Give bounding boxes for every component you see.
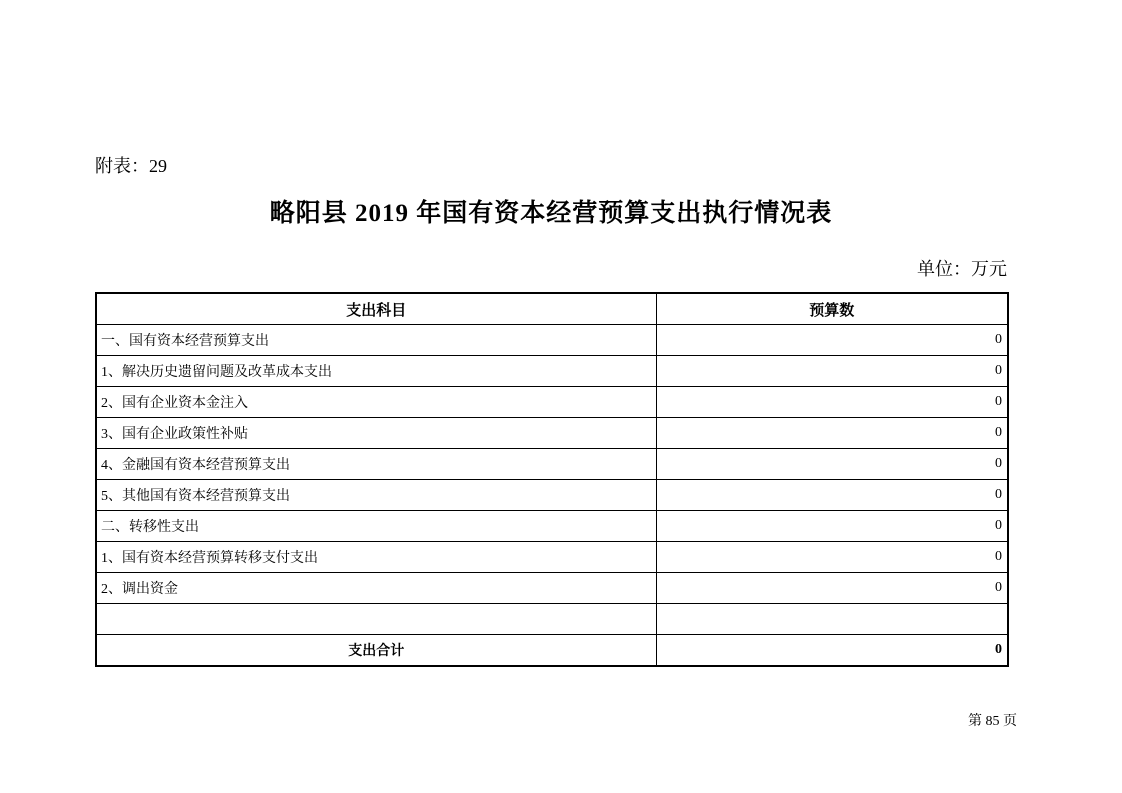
table-row: [96, 511, 1008, 542]
subject-cell: 1、解决历史遗留问题及改革成本支出: [96, 356, 656, 387]
subject-cell: 支出合计: [96, 635, 656, 667]
value-cell: 0: [656, 573, 1008, 604]
value-cell: 0: [656, 480, 1008, 511]
table-row: [96, 604, 1008, 635]
subject-cell: 3、国有企业政策性补贴: [96, 418, 656, 449]
value-cell: 0: [656, 325, 1008, 356]
page-title: 略阳县 2019 年国有资本经营预算支出执行情况表: [269, 200, 833, 227]
table-header-row: [96, 293, 1008, 325]
unit-label: 单位：万元: [917, 259, 1007, 279]
table-row: [96, 449, 1008, 480]
subject-cell: 1、国有资本经营预算转移支付支出: [96, 542, 656, 573]
column-header-subject: 支出科目: [96, 293, 656, 325]
table-row: [96, 542, 1008, 573]
attachment-table-label: 附表：29: [95, 156, 167, 176]
table-total-row: [96, 635, 1008, 667]
table-row: [96, 325, 1008, 356]
value-cell: 0: [656, 449, 1008, 480]
value-cell: 0: [656, 418, 1008, 449]
value-cell: 0: [656, 542, 1008, 573]
subject-cell: 二、转移性支出: [96, 511, 656, 542]
value-cell: 0: [656, 387, 1008, 418]
subject-cell: 5、其他国有资本经营预算支出: [96, 480, 656, 511]
subject-cell: 2、国有企业资本金注入: [96, 387, 656, 418]
subject-cell: [96, 604, 656, 635]
subject-cell: 一、国有资本经营预算支出: [96, 325, 656, 356]
page-number: 第 85 页: [968, 714, 1017, 729]
subject-cell: 4、金融国有资本经营预算支出: [96, 449, 656, 480]
value-cell: 0: [656, 635, 1008, 667]
table-row: [96, 573, 1008, 604]
table-row: [96, 418, 1008, 449]
subject-cell: 2、调出资金: [96, 573, 656, 604]
budget-table: [95, 292, 1009, 667]
column-header-budget: 预算数: [656, 293, 1008, 325]
table-row: [96, 387, 1008, 418]
value-cell: [656, 604, 1008, 635]
table-row: [96, 480, 1008, 511]
value-cell: 0: [656, 511, 1008, 542]
table-row: [96, 356, 1008, 387]
value-cell: 0: [656, 356, 1008, 387]
